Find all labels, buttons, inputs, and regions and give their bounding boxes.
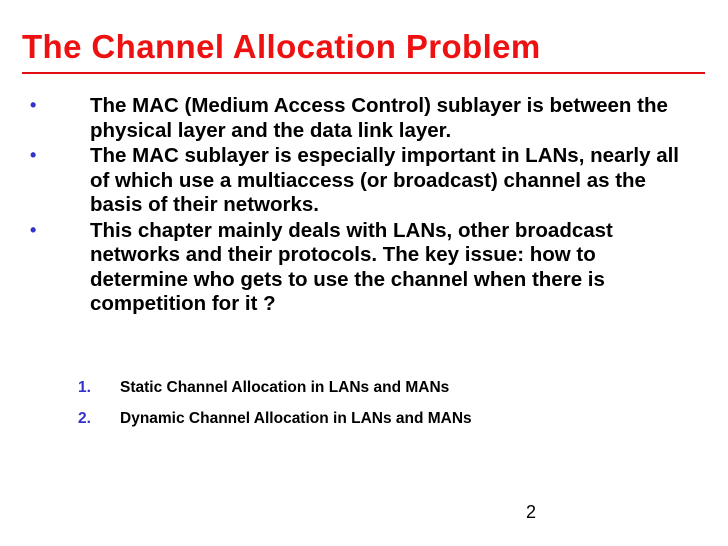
numbered-item [0,378,728,397]
numbered-item [0,409,728,428]
item-text: Static Channel Allocation in LANs and MANs [120,379,450,396]
item-number: 2. [78,410,91,427]
bullet-text: The MAC (Medium Access Control) sublayer is between the physical layer and the data link layer. [90,94,668,142]
bullet-item [0,94,728,143]
page-number: 2 [526,502,537,522]
bullet-text: The MAC sublayer is especially important in LANs, nearly all of which use a multiaccess (or broadcast) channel as the basis of their networks. [90,144,679,216]
bullet-item [0,144,728,218]
title-underline [22,72,705,74]
bullet-marker: • [30,95,37,115]
bullet-text: This chapter mainly deals with LANs, other broadcast networks and their protocols. The key issue: how to determine who gets to use the channel when there is competition for it ? [90,218,613,315]
bullet-item [0,219,728,317]
item-number: 1. [78,379,91,396]
bullet-marker: • [30,145,37,165]
item-text: Dynamic Channel Allocation in LANs and MANs [120,410,472,427]
slide-title: The Channel Allocation Problem [22,28,541,65]
numbered-list [0,378,728,440]
bullet-list [0,94,728,318]
bullet-marker: • [30,219,37,240]
